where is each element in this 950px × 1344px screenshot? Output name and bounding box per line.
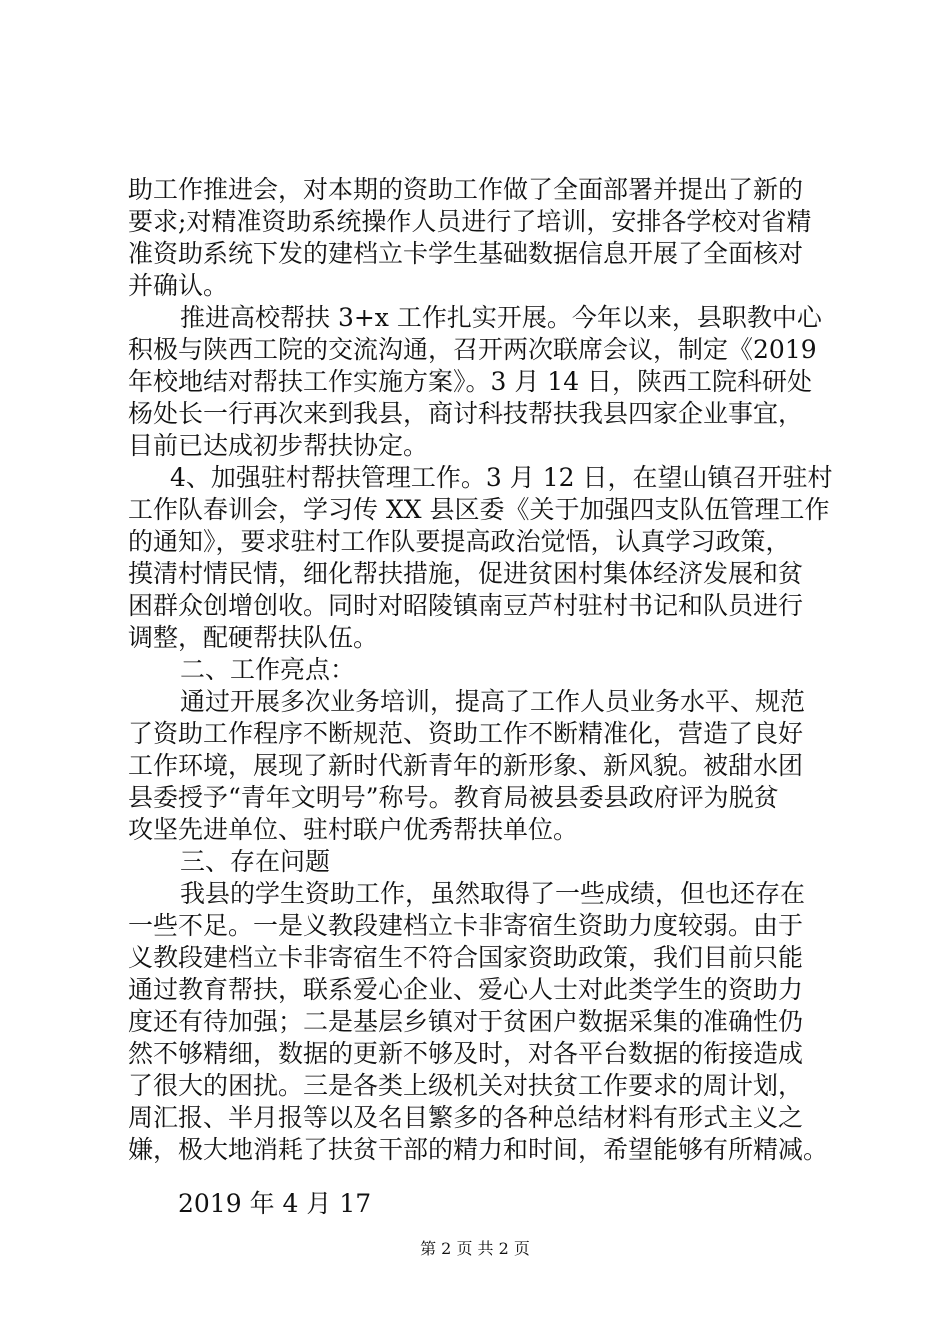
paragraph-line: 摸清村情民情，细化帮扶措施，促进贫困村集体经济发展和贫 bbox=[128, 559, 804, 588]
paragraph-line: 义教段建档立卡非寄宿生不符合国家资助政策，我们目前只能 bbox=[128, 943, 804, 972]
paragraph-line: 工作环境，展现了新时代新青年的新形象、新风貌。被甜水团 bbox=[128, 751, 804, 780]
paragraph-line: 县委授予“青年文明号”称号。教育局被县委县政府评为脱贫 bbox=[128, 783, 779, 812]
paragraph-line: 杨处长一行再次来到我县，商讨科技帮扶我县四家企业事宜， bbox=[128, 399, 804, 428]
paragraph-line: 并确认。 bbox=[128, 271, 229, 300]
paragraph-line: 我县的学生资助工作，虽然取得了一些成绩，但也还存在 bbox=[180, 879, 806, 908]
paragraph-line: 然不够精细，数据的更新不够及时，对各平台数据的衔接造成 bbox=[128, 1039, 804, 1068]
paragraph-line: 年校地结对帮扶工作实施方案》。3 月 14 日，陕西工院科研处 bbox=[128, 367, 813, 396]
paragraph-line: 了资助工作程序不断规范、资助工作不断精准化，营造了良好 bbox=[128, 719, 804, 748]
paragraph-line: 攻坚先进单位、驻村联户优秀帮扶单位。 bbox=[128, 815, 579, 844]
paragraph-line: 周汇报、半月报等以及名目繁多的各种总结材料有形式主义之 bbox=[128, 1103, 804, 1132]
paragraph-line: 积极与陕西工院的交流沟通，召开两次联席会议，制定《2019 bbox=[128, 335, 817, 364]
section-heading: 二、工作亮点： bbox=[180, 655, 356, 684]
paragraph-line: 4、加强驻村帮扶管理工作。3 月 12 日，在望山镇召开驻村 bbox=[170, 463, 833, 492]
paragraph-line: 嫌，极大地消耗了扶贫干部的精力和时间，希望能够有所精减。 bbox=[128, 1135, 829, 1164]
paragraph-line: 通过开展多次业务培训，提高了工作人员业务水平、规范 bbox=[180, 687, 806, 716]
paragraph-line: 困群众创增创收。同时对昭陵镇南豆芦村驻村书记和队员进行 bbox=[128, 591, 804, 620]
paragraph-line: 目前已达成初步帮扶协定。 bbox=[128, 431, 429, 460]
date-line: 2019 年 4 月 17 bbox=[178, 1189, 372, 1218]
paragraph-line: 准资助系统下发的建档立卡学生基础数据信息开展了全面核对 bbox=[128, 239, 804, 268]
paragraph-line: 推进高校帮扶 3+x 工作扎实开展。今年以来，县职教中心 bbox=[180, 303, 822, 332]
paragraph-line: 要求;对精准资助系统操作人员进行了培训，安排各学校对省精 bbox=[128, 207, 812, 236]
paragraph-line: 通过教育帮扶，联系爱心企业、爱心人士对此类学生的资助力 bbox=[128, 975, 804, 1004]
paragraph-line: 度还有待加强；二是基层乡镇对于贫困户数据采集的准确性仍 bbox=[128, 1007, 804, 1036]
page-footer: 第 2 页 共 2 页 bbox=[420, 1239, 530, 1258]
paragraph-line: 一些不足。一是义教段建档立卡非寄宿生资助力度较弱。由于 bbox=[128, 911, 804, 940]
section-heading: 三、存在问题 bbox=[180, 847, 331, 876]
paragraph-line: 工作队春训会，学习传 XX 县区委《关于加强四支队伍管理工作 bbox=[128, 495, 830, 524]
paragraph-line: 了很大的困扰。三是各类上级机关对扶贫工作要求的周计划， bbox=[128, 1071, 804, 1100]
paragraph-line: 的通知》，要求驻村工作队要提高政治觉悟，认真学习政策， bbox=[128, 527, 791, 556]
paragraph-line: 调整，配硬帮扶队伍。 bbox=[128, 623, 379, 652]
paragraph-line: 助工作推进会，对本期的资助工作做了全面部署并提出了新的 bbox=[128, 175, 804, 204]
